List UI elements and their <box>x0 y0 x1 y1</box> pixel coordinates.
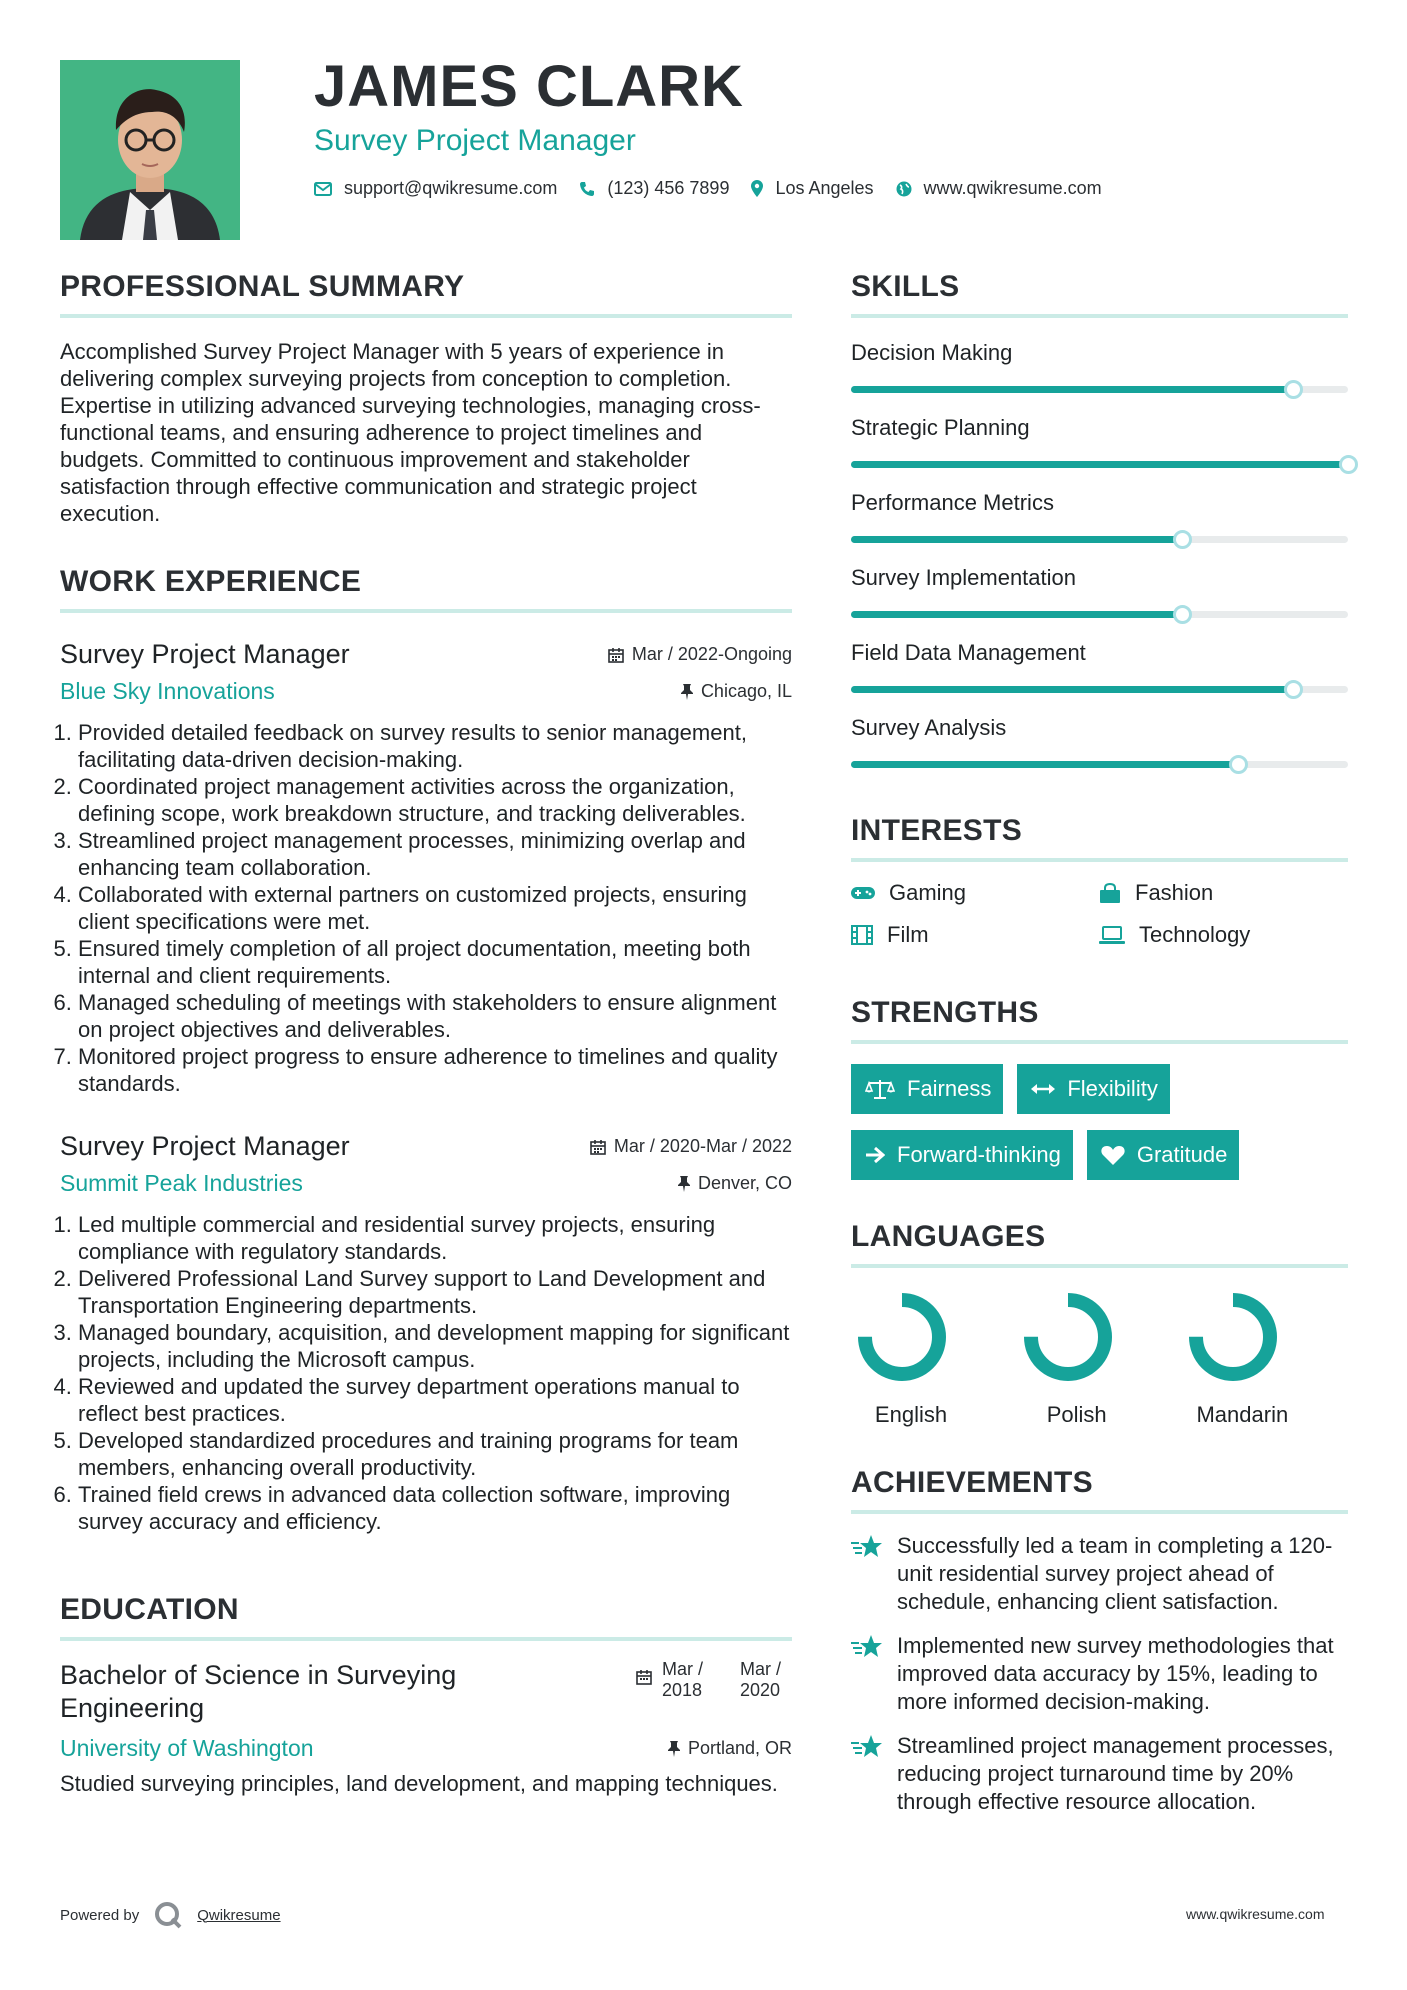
achievement-text: Implemented new survey methodologies that improved data accuracy by 15%, leading to more informed decision-making. <box>897 1633 1334 1714</box>
interests-heading: INTERESTS <box>851 814 1348 862</box>
qwikresume-link[interactable]: Qwikresume <box>197 1906 281 1924</box>
list-item: 7. Monitored project progress to ensure adherence to timelines and quality standards. <box>78 1043 792 1097</box>
languages-list <box>851 1292 1348 1428</box>
skill-bar-fill <box>851 611 1182 618</box>
globe-icon <box>896 181 912 197</box>
achievement-text: Successfully led a team in completing a 120-unit residential survey project ahead of schedule, enhancing client satisfaction. <box>897 1533 1333 1614</box>
strength-badge <box>851 1130 1073 1180</box>
strength-label: Gratitude <box>1136 1142 1228 1167</box>
skills-list <box>851 340 1348 768</box>
strength-badge <box>851 1064 1003 1114</box>
summary-heading: PROFESSIONAL SUMMARY <box>60 270 792 318</box>
job-bullets <box>60 1211 792 1535</box>
language-label: Polish <box>1046 1402 1107 1427</box>
language-ring-arc <box>865 1300 939 1374</box>
degree-title: Bachelor of Science in Surveying Engineering <box>60 1660 457 1723</box>
skill-item <box>851 715 1348 768</box>
job-company: Summit Peak Industries <box>60 1170 303 1196</box>
phone-icon <box>579 181 595 197</box>
list-item: 5. Developed standardized procedures and training programs for team members, enhancing overall productivity. <box>78 1427 792 1481</box>
skill-item <box>851 415 1348 468</box>
skill-label: Decision Making <box>851 340 1013 365</box>
education-end: Mar / 2020 <box>740 1659 782 1700</box>
skill-item <box>851 490 1348 543</box>
website-text: www.qwikresume.com <box>923 178 1102 198</box>
interest-label: Fashion <box>1135 880 1214 905</box>
profile-photo-illustration <box>60 60 240 240</box>
achievement-item <box>851 1532 1348 1616</box>
job-dates <box>590 1136 792 1157</box>
list-item: 3. Managed boundary, acquisition, and development mapping for significant projects, including the Microsoft campus. <box>78 1319 792 1373</box>
list-item: 6. Trained field crews in advanced data collection software, improving survey accuracy and efficiency. <box>78 1481 792 1535</box>
shopping-bag-icon <box>1099 883 1121 903</box>
achievements-list <box>851 1532 1348 1816</box>
skill-bar-fill <box>851 761 1238 768</box>
skill-item <box>851 565 1348 618</box>
list-item: 1. Provided detailed feedback on survey results to senior management, facilitating data-driven decision-making. <box>78 719 792 773</box>
achievement-item <box>851 1732 1348 1816</box>
skill-bar <box>851 386 1348 393</box>
contact-website[interactable] <box>896 178 1102 199</box>
interest-item <box>851 880 1099 906</box>
education-start: Mar / 2018 <box>662 1659 704 1700</box>
job-entry <box>60 1131 792 1535</box>
education-heading: EDUCATION <box>60 1593 792 1641</box>
education-entry <box>60 1659 792 1797</box>
skill-label: Field Data Management <box>851 640 1086 665</box>
list-item: 6. Managed scheduling of meetings with stakeholders to ensure alignment on project objectives and deliverables. <box>78 989 792 1043</box>
star-icon <box>851 1734 883 1760</box>
skill-bar-knob <box>1284 380 1303 399</box>
experience-heading: WORK EXPERIENCE <box>60 565 792 613</box>
job-location-text: Denver, CO <box>697 1173 792 1193</box>
arrow-right-icon <box>865 1146 885 1164</box>
job-dates-text: Mar / 2022-Ongoing <box>631 644 792 664</box>
contact-location <box>751 178 873 199</box>
skill-bar-knob <box>1284 680 1303 699</box>
strengths-heading: STRENGTHS <box>851 996 1348 1044</box>
job-title: Survey Project Manager <box>60 639 350 669</box>
job-location <box>678 1173 792 1194</box>
job-company: Blue Sky Innovations <box>60 678 275 704</box>
email-text: support@qwikresume.com <box>344 178 558 198</box>
candidate-title: Survey Project Manager <box>314 124 636 157</box>
contact-email[interactable] <box>314 178 557 199</box>
film-icon <box>851 925 873 945</box>
strength-badge <box>1087 1130 1240 1180</box>
language-label: English <box>874 1402 948 1427</box>
pushpin-icon <box>678 1176 690 1192</box>
calendar-icon <box>608 647 624 663</box>
strength-label: Flexibility <box>1067 1076 1158 1101</box>
education-dates <box>636 1659 792 1701</box>
envelope-icon <box>314 182 332 196</box>
powered-by-label: Powered by <box>60 1906 140 1924</box>
list-item: 5. Ensured timely completion of all project documentation, meeting both internal and client requirements. <box>78 935 792 989</box>
skill-item <box>851 640 1348 693</box>
list-item: 4. Collaborated with external partners on customized projects, ensuring client specifications were met. <box>78 881 792 935</box>
language-item <box>1182 1292 1348 1428</box>
job-location-text: Chicago, IL <box>700 681 792 701</box>
skill-label: Performance Metrics <box>851 490 1054 515</box>
list-item: 1. Led multiple commercial and residential survey projects, ensuring compliance with regulatory standards. <box>78 1211 792 1265</box>
contact-phone[interactable] <box>579 178 729 199</box>
phone-text: (123) 456 7899 <box>607 178 730 198</box>
skill-bar-knob <box>1339 455 1358 474</box>
skill-bar-knob <box>1229 755 1248 774</box>
list-item: 4. Reviewed and updated the survey department operations manual to reflect best practices. <box>78 1373 792 1427</box>
footer-url[interactable]: www.qwikresume.com <box>1186 1906 1325 1922</box>
arrows-horizontal-icon <box>1031 1082 1055 1096</box>
skill-bar <box>851 536 1348 543</box>
skill-bar <box>851 611 1348 618</box>
job-location <box>681 681 792 702</box>
skill-bar-knob <box>1173 605 1192 624</box>
language-ring-arc <box>1031 1300 1105 1374</box>
laptop-icon <box>1099 926 1125 944</box>
education-description: Studied surveying principles, land development, and mapping techniques. <box>60 1771 778 1796</box>
pushpin-icon <box>681 684 693 700</box>
education-location <box>668 1738 792 1759</box>
calendar-icon <box>590 1139 606 1155</box>
language-progress-ring <box>1188 1292 1278 1382</box>
strength-badge <box>1017 1064 1169 1114</box>
skill-bar-knob <box>1173 530 1192 549</box>
interest-label: Technology <box>1139 922 1251 947</box>
summary-text: Accomplished Survey Project Manager with 5 years of experience in delivering complex surveying projects from conception to completion. Expertise in utilizing advanced surveying technologies, managing cross-functional teams, and ensuring adherence to project timelines and budgets. Committed to continuous improvement and stakeholder satisfaction through effective communication and strategic project execution. <box>60 339 761 526</box>
achievement-text: Streamlined project management processes, reducing project turnaround time by 20% through effective resource allocation. <box>897 1733 1334 1814</box>
language-progress-ring <box>857 1292 947 1382</box>
interest-item <box>1099 922 1347 948</box>
language-item <box>1017 1292 1183 1428</box>
calendar-icon <box>636 1669 652 1685</box>
qwikresume-logo-icon <box>153 1900 183 1930</box>
profile-photo <box>60 60 240 240</box>
interest-label: Gaming <box>889 880 967 905</box>
skill-label: Strategic Planning <box>851 415 1030 440</box>
skill-label: Survey Analysis <box>851 715 1007 740</box>
location-text: Los Angeles <box>775 178 874 198</box>
skills-heading: SKILLS <box>851 270 1348 318</box>
interests-list <box>851 880 1348 948</box>
right-column <box>851 270 1348 1816</box>
strengths-list <box>851 1064 1348 1180</box>
map-marker-icon <box>751 180 763 197</box>
interest-item <box>851 922 1099 948</box>
language-progress-ring <box>1023 1292 1113 1382</box>
achievements-heading: ACHIEVEMENTS <box>851 1466 1348 1514</box>
skill-label: Survey Implementation <box>851 565 1076 590</box>
list-item: 2. Coordinated project management activities across the organization, defining scope, work breakdown structure, and tracking deliverables. <box>78 773 792 827</box>
skill-bar-fill <box>851 386 1293 393</box>
contact-bar <box>314 178 1124 199</box>
skill-bar-fill <box>851 461 1348 468</box>
job-title: Survey Project Manager <box>60 1131 350 1161</box>
strength-label: Fairness <box>907 1076 992 1101</box>
gamepad-icon <box>851 885 875 901</box>
candidate-name: JAMES CLARK <box>314 54 744 119</box>
skill-bar <box>851 686 1348 693</box>
skill-item <box>851 340 1348 393</box>
job-dates <box>608 644 792 665</box>
left-column <box>60 270 792 1797</box>
school-name: University of Washington <box>60 1735 314 1761</box>
list-item: 2. Delivered Professional Land Survey support to Land Development and Transportation Engineering departments. <box>78 1265 792 1319</box>
language-label: Mandarin <box>1196 1402 1289 1427</box>
balance-scale-icon <box>865 1078 895 1100</box>
education-location-text: Portland, OR <box>687 1738 792 1758</box>
job-entry <box>60 639 792 1097</box>
heart-icon <box>1101 1145 1125 1165</box>
job-dates-text: Mar / 2020-Mar / 2022 <box>613 1136 792 1156</box>
list-item: 3. Streamlined project management processes, minimizing overlap and enhancing team collaboration. <box>78 827 792 881</box>
languages-heading: LANGUAGES <box>851 1220 1348 1268</box>
language-item <box>851 1292 1017 1428</box>
skill-bar-fill <box>851 686 1293 693</box>
skill-bar <box>851 761 1348 768</box>
job-bullets <box>60 719 792 1097</box>
interest-label: Film <box>887 922 929 947</box>
skill-bar-fill <box>851 536 1182 543</box>
powered-by <box>60 1900 281 1930</box>
star-icon <box>851 1534 883 1560</box>
interest-item <box>1099 880 1347 906</box>
pushpin-icon <box>668 1741 680 1757</box>
skill-bar <box>851 461 1348 468</box>
star-icon <box>851 1634 883 1660</box>
language-ring-arc <box>1196 1300 1270 1374</box>
achievement-item <box>851 1632 1348 1716</box>
strength-label: Forward-thinking <box>897 1142 1061 1167</box>
